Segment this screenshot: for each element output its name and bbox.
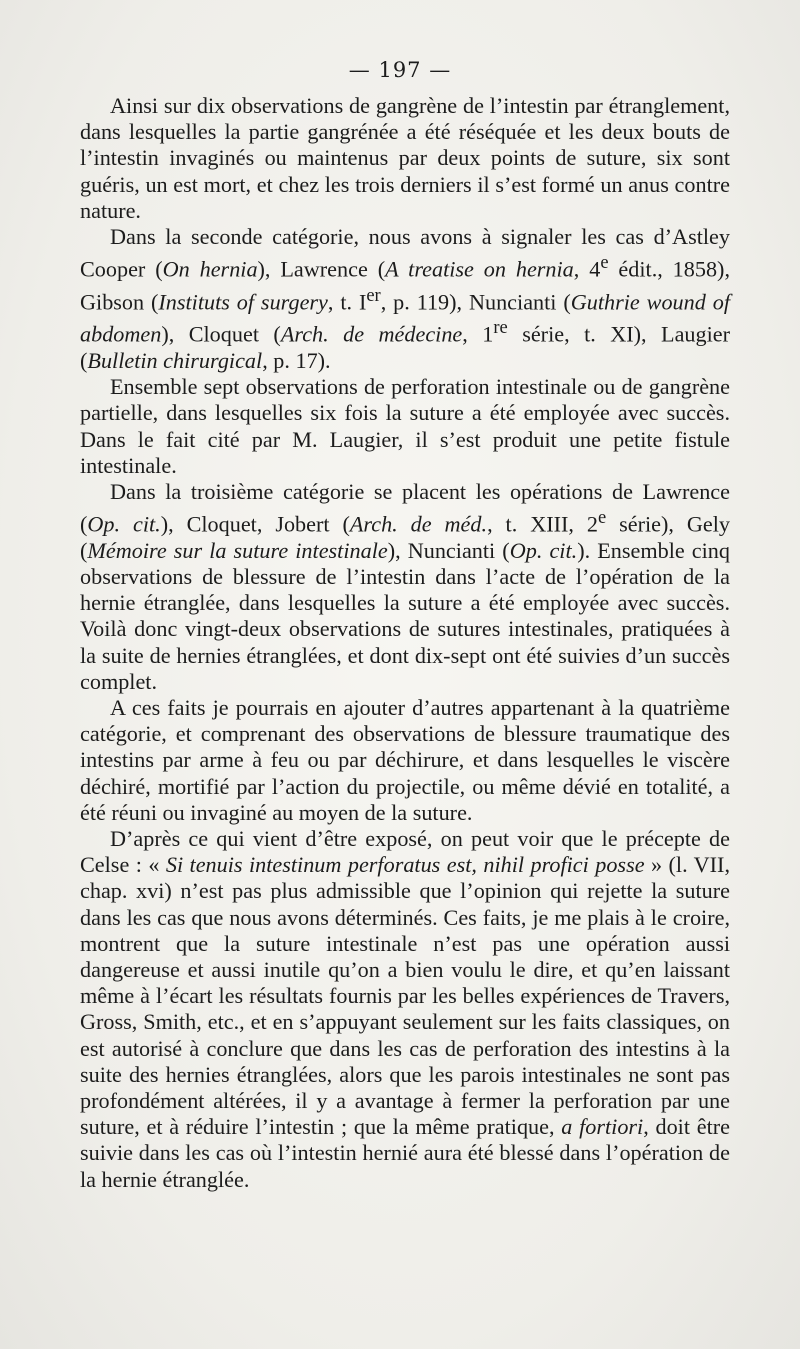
body-text [80, 93, 730, 1193]
page-number: — 197 — [348, 58, 452, 82]
paragraph: Ensemble sept observations de perforation intestinale ou de gangrène partielle, dans lesquelles six fois la suture a été employée avec succès. Dans le fait cité par M. Laugier, il s’est produit une petite fistule intestinale. [80, 374, 730, 478]
paragraph: Ainsi sur dix observations de gangrène de l’intestin par étranglement, dans lesquelles la partie gangrénée a été réséquée et les deux bouts de l’intestin invaginés ou maintenus par deux points de suture, six sont guéris, un est mort, et chez les trois derniers il s’est formé un anus contre nature. [80, 93, 730, 223]
paragraph: Dans la troisième catégorie se placent les opérations de Lawrence (Op. cit.), Cloquet, Jobert (Arch. de méd., t. XIII, 2e série), Gely (Mémoire sur la suture intestinale), Nuncianti (Op. cit.). Ensemble cinq observations de blessure de l’intestin dans l’acte de l’opération de la hernie étranglée, dans lesquelles la suture a été employée avec succès. Voilà donc vingt-deux observations de sutures intestinales, pratiquées à la suite de hernies étranglées, et dont dix-sept ont été suivies d’un succès complet. [80, 479, 731, 694]
paragraph: D’après ce qui vient d’être exposé, on peut voir que le précepte de Celse : « Si tenuis intestinum perforatus est, nihil profici posse » (l. VII, chap. xvi) n’est pas plus admissible que l’opinion qui rejette la suture dans les cas que nous avons déterminés. Ces faits, je me plais à le croire, montrent que la suture intestinale n’est pas une opération aussi dangereuse et aussi inutile qu’on a bien voulu le dire, et qu’en laissant même à l’écart les résultats fournis par les belles expériences de Travers, Gross, Smith, etc., et en s’appuyant seulement sur les faits classiques, on est autorisé à conclure que dans les cas de perforation des intestins à la suite des hernies étranglées, alors que les parois intestinales ne sont pas profondément altérées, il y a avantage à fermer la perforation par une suture, et à réduire l’intestin ; que la même pratique, a fortiori, doit être suivie dans les cas où l’intestin hernié aura été blessé dans l’opération de la hernie étranglée. [80, 826, 730, 1192]
paragraph: Dans la seconde catégorie, nous avons à signaler les cas d’Astley Cooper (On hernia), Lawrence (A treatise on hernia, 4e édit., 1858), Gibson (Instituts of surgery, t. Ier, p. 119), Nuncianti (Guthrie wound of abdomen), Cloquet (Arch. de médecine, 1re série, t. XI), Laugier (Bulletin chirurgical, p. 17). [80, 224, 731, 373]
paragraph: A ces faits je pourrais en ajouter d’autres appartenant à la quatrième catégorie, et comprenant des observations de blessure traumatique des intestins par arme à feu ou par déchirure, et dans lesquelles le viscère déchiré, mortifié par l’action du projectile, ou même dévié en totalité, a été réuni ou invaginé au moyen de la suture. [80, 695, 730, 825]
